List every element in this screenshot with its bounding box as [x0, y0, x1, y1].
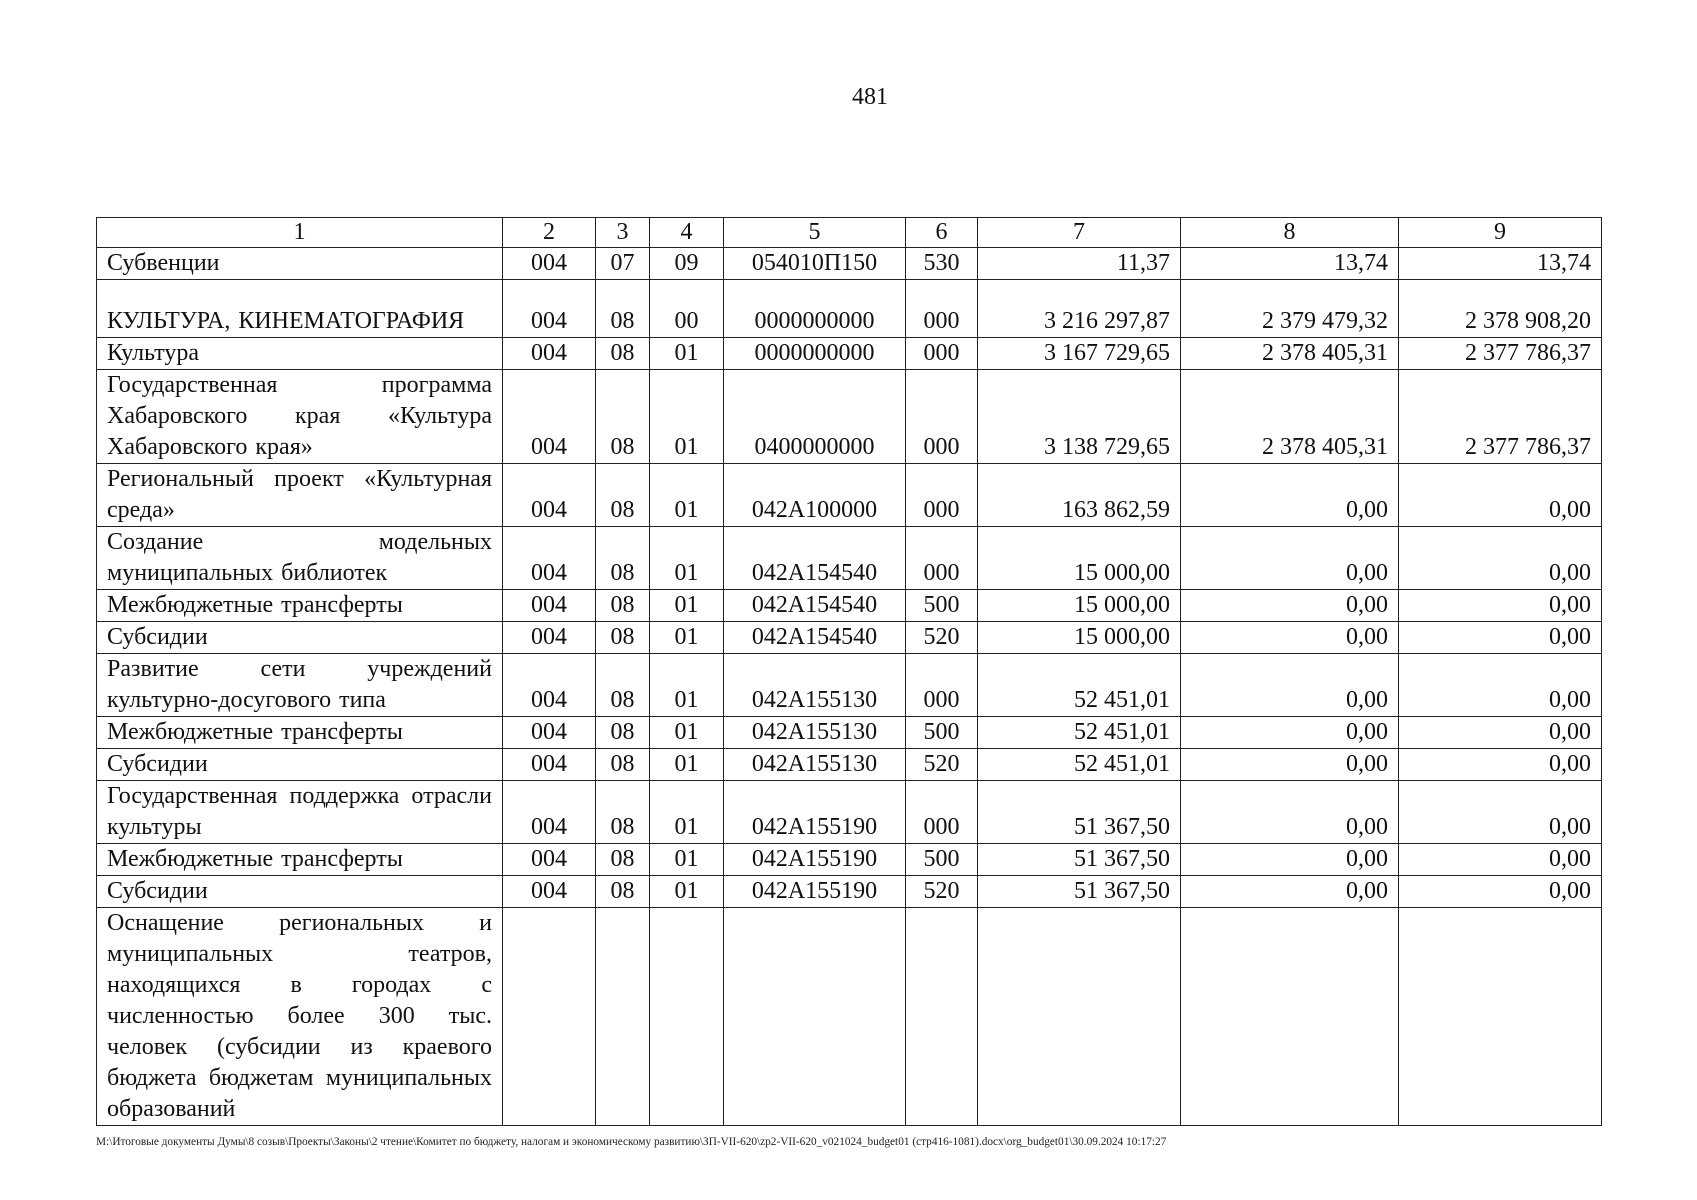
amount-cell: 0,00	[1181, 653, 1399, 716]
subsection-code-cell: 01	[650, 589, 724, 621]
target-article-cell: 042А155130	[724, 748, 906, 780]
amount-cell: 15 000,00	[978, 589, 1181, 621]
table-body	[97, 218, 1602, 1126]
amount-cell: 2 378 405,31	[1181, 337, 1399, 369]
target-article-cell: 042А100000	[724, 463, 906, 526]
amount-cell: 51 367,50	[978, 843, 1181, 875]
row-name-cell: Субсидии	[97, 875, 503, 907]
table-row	[97, 589, 1602, 621]
column-number-cell: 6	[906, 218, 978, 248]
table-row	[97, 748, 1602, 780]
amount-cell: 3 167 729,65	[978, 337, 1181, 369]
expense-type-cell: 000	[906, 463, 978, 526]
chapter-code-cell: 004	[503, 716, 596, 748]
amount-cell: 0,00	[1399, 748, 1602, 780]
column-number-cell: 9	[1399, 218, 1602, 248]
amount-cell: 0,00	[1181, 843, 1399, 875]
amount-cell	[1181, 907, 1399, 1125]
target-article-cell: 0400000000	[724, 369, 906, 463]
table-row	[97, 621, 1602, 653]
chapter-code-cell: 004	[503, 280, 596, 338]
amount-cell: 3 138 729,65	[978, 369, 1181, 463]
expense-type-cell: 500	[906, 843, 978, 875]
table-row	[97, 875, 1602, 907]
row-name-cell: Оснащение региональных и муниципальных театров, находящихся в городах с численностью более 300 тыс. человек (субсидии из краевого бюджета бюджетам муниципальных образований	[97, 907, 503, 1125]
target-article-cell	[724, 907, 906, 1125]
expense-type-cell: 000	[906, 653, 978, 716]
section-code-cell: 08	[596, 337, 650, 369]
section-code-cell: 08	[596, 526, 650, 589]
column-number-cell: 4	[650, 218, 724, 248]
chapter-code-cell: 004	[503, 589, 596, 621]
amount-cell: 0,00	[1399, 875, 1602, 907]
amount-cell: 51 367,50	[978, 875, 1181, 907]
amount-cell: 0,00	[1181, 748, 1399, 780]
amount-cell: 0,00	[1181, 716, 1399, 748]
section-code-cell: 08	[596, 875, 650, 907]
expense-type-cell: 000	[906, 780, 978, 843]
amount-cell: 15 000,00	[978, 526, 1181, 589]
table-row	[97, 248, 1602, 280]
chapter-code-cell: 004	[503, 248, 596, 280]
row-name-cell: Межбюджетные трансферты	[97, 843, 503, 875]
chapter-code-cell: 004	[503, 369, 596, 463]
row-name-cell: Развитие сети учреждений культурно-досугового типа	[97, 653, 503, 716]
row-name-cell: Культура	[97, 337, 503, 369]
subsection-code-cell: 09	[650, 248, 724, 280]
amount-cell: 0,00	[1181, 463, 1399, 526]
column-number-cell: 8	[1181, 218, 1399, 248]
target-article-cell: 054010П150	[724, 248, 906, 280]
file-path-footer: M:\Итоговые документы Думы\8 созыв\Проекты\Законы\2 чтение\Комитет по бюджету, налогам и экономическому развитию\ЗП-VII-620\zp2-VII-620_v021024_budget01 (стр416-1081).docx\org_budget01\30.09.2024 10:17:27	[96, 1136, 1167, 1148]
subsection-code-cell: 01	[650, 843, 724, 875]
column-number-cell: 7	[978, 218, 1181, 248]
target-article-cell: 0000000000	[724, 337, 906, 369]
amount-cell: 2 379 479,32	[1181, 280, 1399, 338]
amount-cell: 163 862,59	[978, 463, 1181, 526]
budget-table	[96, 217, 1602, 1126]
section-code-cell	[596, 907, 650, 1125]
table-row	[97, 337, 1602, 369]
amount-cell: 13,74	[1399, 248, 1602, 280]
chapter-code-cell: 004	[503, 337, 596, 369]
row-name-cell: КУЛЬТУРА, КИНЕМАТОГРАФИЯ	[97, 280, 503, 338]
row-name-cell: Межбюджетные трансферты	[97, 716, 503, 748]
amount-cell: 0,00	[1399, 780, 1602, 843]
amount-cell: 0,00	[1399, 843, 1602, 875]
amount-cell: 0,00	[1399, 716, 1602, 748]
subsection-code-cell: 01	[650, 875, 724, 907]
amount-cell: 0,00	[1181, 526, 1399, 589]
section-code-cell: 08	[596, 843, 650, 875]
amount-cell: 0,00	[1399, 653, 1602, 716]
section-code-cell: 08	[596, 280, 650, 338]
subsection-code-cell: 01	[650, 653, 724, 716]
chapter-code-cell: 004	[503, 526, 596, 589]
target-article-cell: 0000000000	[724, 280, 906, 338]
section-code-cell: 08	[596, 463, 650, 526]
row-name-cell: Государственная поддержка отрасли культуры	[97, 780, 503, 843]
row-name-cell: Субвенции	[97, 248, 503, 280]
table-row	[97, 780, 1602, 843]
amount-cell: 15 000,00	[978, 621, 1181, 653]
subsection-code-cell: 00	[650, 280, 724, 338]
expense-type-cell: 520	[906, 875, 978, 907]
chapter-code-cell: 004	[503, 875, 596, 907]
target-article-cell: 042А155190	[724, 843, 906, 875]
subsection-code-cell	[650, 907, 724, 1125]
amount-cell: 0,00	[1399, 463, 1602, 526]
expense-type-cell: 000	[906, 280, 978, 338]
target-article-cell: 042А155130	[724, 653, 906, 716]
section-code-cell: 08	[596, 780, 650, 843]
amount-cell: 13,74	[1181, 248, 1399, 280]
chapter-code-cell	[503, 907, 596, 1125]
expense-type-cell: 500	[906, 716, 978, 748]
page-number: 481	[852, 84, 888, 110]
amount-cell	[1399, 907, 1602, 1125]
expense-type-cell: 530	[906, 248, 978, 280]
table-row	[97, 463, 1602, 526]
amount-cell: 0,00	[1181, 621, 1399, 653]
section-code-cell: 08	[596, 716, 650, 748]
target-article-cell: 042А154540	[724, 621, 906, 653]
row-name-cell: Субсидии	[97, 748, 503, 780]
subsection-code-cell: 01	[650, 780, 724, 843]
chapter-code-cell: 004	[503, 621, 596, 653]
expense-type-cell: 500	[906, 589, 978, 621]
chapter-code-cell: 004	[503, 653, 596, 716]
amount-cell: 0,00	[1399, 621, 1602, 653]
amount-cell: 2 378 908,20	[1399, 280, 1602, 338]
expense-type-cell: 520	[906, 621, 978, 653]
amount-cell: 52 451,01	[978, 716, 1181, 748]
amount-cell: 0,00	[1181, 589, 1399, 621]
target-article-cell: 042А155190	[724, 780, 906, 843]
row-name-cell: Межбюджетные трансферты	[97, 589, 503, 621]
amount-cell: 2 378 405,31	[1181, 369, 1399, 463]
table-row	[97, 526, 1602, 589]
chapter-code-cell: 004	[503, 843, 596, 875]
subsection-code-cell: 01	[650, 463, 724, 526]
section-code-cell: 08	[596, 369, 650, 463]
subsection-code-cell: 01	[650, 621, 724, 653]
column-number-cell: 5	[724, 218, 906, 248]
amount-cell: 52 451,01	[978, 653, 1181, 716]
target-article-cell: 042А154540	[724, 589, 906, 621]
amount-cell: 11,37	[978, 248, 1181, 280]
amount-cell: 0,00	[1181, 780, 1399, 843]
amount-cell: 0,00	[1399, 589, 1602, 621]
row-name-cell: Создание модельных муниципальных библиотек	[97, 526, 503, 589]
column-number-row	[97, 218, 1602, 248]
subsection-code-cell: 01	[650, 748, 724, 780]
amount-cell: 52 451,01	[978, 748, 1181, 780]
amount-cell: 0,00	[1181, 875, 1399, 907]
chapter-code-cell: 004	[503, 748, 596, 780]
table-row	[97, 369, 1602, 463]
section-code-cell: 08	[596, 621, 650, 653]
table-row	[97, 716, 1602, 748]
amount-cell: 2 377 786,37	[1399, 369, 1602, 463]
expense-type-cell: 000	[906, 526, 978, 589]
row-name-cell: Субсидии	[97, 621, 503, 653]
row-name-cell: Государственная программа Хабаровского края «Культура Хабаровского края»	[97, 369, 503, 463]
section-code-cell: 08	[596, 653, 650, 716]
expense-type-cell: 000	[906, 369, 978, 463]
column-number-cell: 2	[503, 218, 596, 248]
target-article-cell: 042А155190	[724, 875, 906, 907]
amount-cell: 51 367,50	[978, 780, 1181, 843]
expense-type-cell	[906, 907, 978, 1125]
column-number-cell: 1	[97, 218, 503, 248]
section-code-cell: 08	[596, 748, 650, 780]
expense-type-cell: 000	[906, 337, 978, 369]
subsection-code-cell: 01	[650, 337, 724, 369]
table-row	[97, 653, 1602, 716]
section-code-cell: 07	[596, 248, 650, 280]
subsection-code-cell: 01	[650, 369, 724, 463]
row-name-cell: Региональный проект «Культурная среда»	[97, 463, 503, 526]
target-article-cell: 042А155130	[724, 716, 906, 748]
amount-cell: 2 377 786,37	[1399, 337, 1602, 369]
amount-cell: 3 216 297,87	[978, 280, 1181, 338]
target-article-cell: 042А154540	[724, 526, 906, 589]
table-row	[97, 843, 1602, 875]
table-row	[97, 907, 1602, 1125]
chapter-code-cell: 004	[503, 780, 596, 843]
subsection-code-cell: 01	[650, 526, 724, 589]
amount-cell	[978, 907, 1181, 1125]
subsection-code-cell: 01	[650, 716, 724, 748]
chapter-code-cell: 004	[503, 463, 596, 526]
column-number-cell: 3	[596, 218, 650, 248]
amount-cell: 0,00	[1399, 526, 1602, 589]
section-code-cell: 08	[596, 589, 650, 621]
expense-type-cell: 520	[906, 748, 978, 780]
table-row	[97, 280, 1602, 338]
